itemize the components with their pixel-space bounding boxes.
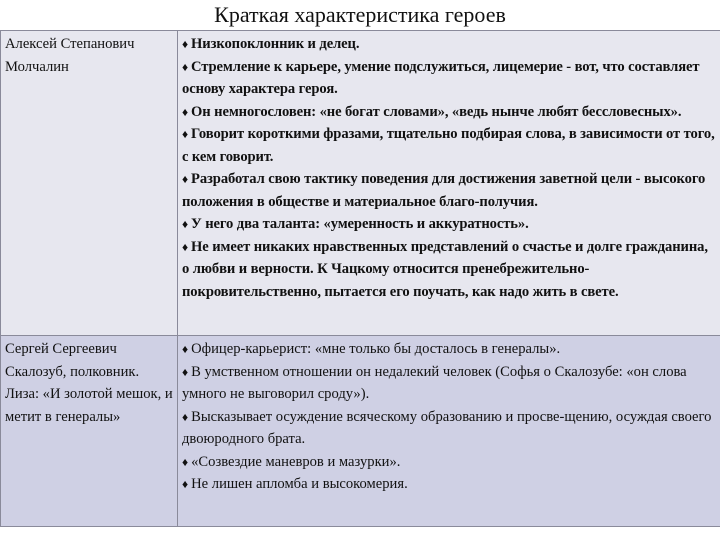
diamond-bullet-icon: ♦ xyxy=(182,104,189,119)
trait-item xyxy=(182,473,717,496)
diamond-bullet-icon: ♦ xyxy=(182,477,189,491)
trait-text: Высказывает осуждение всяческому образованию и просве-щению, осуждая своего двоюродного брата. xyxy=(182,408,712,447)
diamond-bullet-icon: ♦ xyxy=(182,217,189,231)
trait-item xyxy=(182,101,717,124)
table-row xyxy=(1,31,720,336)
diamond-bullet-icon: ♦ xyxy=(182,127,189,141)
character-name: Сергей Сергеевич Скалозуб, полковник. Лиза: «И золотой мешок, и метит в генералы» xyxy=(5,341,173,425)
trait-item xyxy=(182,123,717,168)
diamond-bullet-icon: ♦ xyxy=(182,409,189,424)
trait-text: В умственном отношении он недалекий человек (Софья о Скалозубе: «он слова умного не выговорил сроду»). xyxy=(182,363,687,402)
diamond-bullet-icon: ♦ xyxy=(182,172,189,186)
trait-item xyxy=(182,33,717,56)
diamond-bullet-icon: ♦ xyxy=(182,342,189,356)
table-row xyxy=(1,336,720,527)
character-name: Алексей Степанович Молчалин xyxy=(5,36,135,75)
trait-item xyxy=(182,168,717,213)
trait-text: Стремление к карьере, умение подслужиться, лицемерие - вот, что составляет основу характера героя. xyxy=(182,58,700,97)
diamond-bullet-icon: ♦ xyxy=(182,454,189,469)
trait-text: Не лишен апломба и высокомерия. xyxy=(191,476,408,492)
page-title: Краткая характеристика героев xyxy=(214,2,506,27)
trait-item xyxy=(182,56,717,101)
trait-text: Низкопоклонник и делец. xyxy=(191,36,360,52)
character-name-cell xyxy=(1,336,178,527)
diamond-bullet-icon: ♦ xyxy=(182,239,189,254)
trait-text: Он немногословен: «не богат словами», «ведь нынче любят бессловесных». xyxy=(191,103,682,120)
traits-cell xyxy=(178,336,720,527)
trait-item xyxy=(182,213,717,236)
traits-cell xyxy=(178,31,720,336)
trait-item xyxy=(182,406,717,451)
trait-text: «Созвездие маневров и мазурки». xyxy=(191,453,401,470)
character-name-cell xyxy=(1,31,178,336)
trait-item xyxy=(182,236,717,304)
trait-text: Разработал свою тактику поведения для достижения заветной цели - высокого положения в обществе и материальное благо-получия. xyxy=(182,171,706,210)
trait-item xyxy=(182,361,717,406)
trait-text: Не имеет никаких нравственных представлений о счастье и долге гражданина, о любви и верности. К Чацкому относится пренебрежительно-покровительственно, пытается его поучать, как надо жить в свете. xyxy=(182,238,708,300)
trait-text: Офицер-карьерист: «мне только бы досталось в генералы». xyxy=(191,341,561,357)
trait-item xyxy=(182,338,717,361)
diamond-bullet-icon: ♦ xyxy=(182,37,189,51)
trait-text: Говорит короткими фразами, тщательно подбирая слова, в зависимости от того, с кем говорит. xyxy=(182,126,715,165)
diamond-bullet-icon: ♦ xyxy=(182,59,189,74)
trait-item xyxy=(182,451,717,474)
trait-text: У него два таланта: «умеренность и аккуратность». xyxy=(191,216,529,232)
characters-table xyxy=(0,30,720,527)
diamond-bullet-icon: ♦ xyxy=(182,364,189,379)
